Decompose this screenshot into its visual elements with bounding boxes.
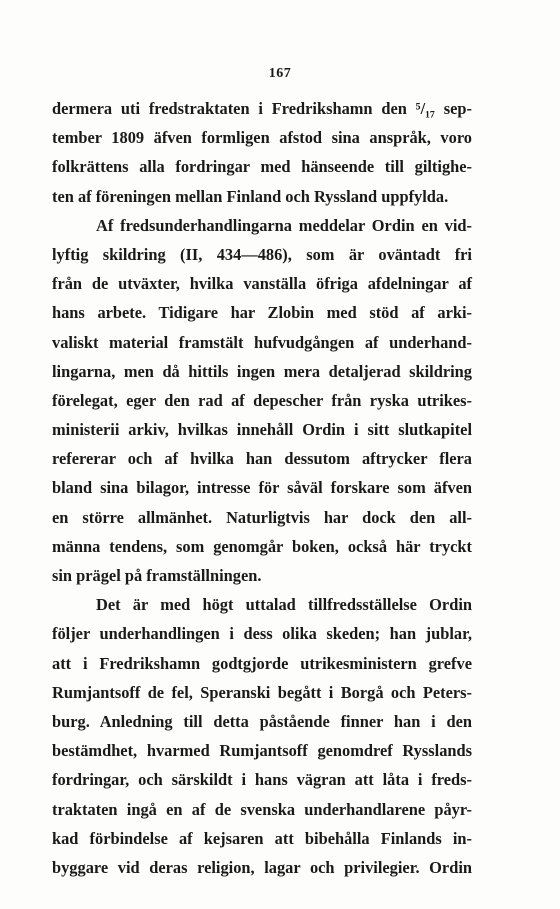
text-line: från de utväxter, hvilka vanställa öfriga afdelningar af bbox=[52, 274, 472, 294]
text-line: valiskt material framstält hufvudgången af underhand- bbox=[52, 332, 472, 352]
text-line: männa tendens, som genomgår boken, också här tryckt bbox=[52, 536, 472, 556]
text-line: lyftig skildring (II, 434—486), som är oväntadt fri bbox=[52, 244, 472, 264]
page-number: 167 bbox=[268, 66, 292, 81]
text-line: Det är med högt uttalad tillfredsställelse Ordin bbox=[96, 595, 472, 615]
text-line: byggare vid deras religion, lagar och privilegier. Ordin bbox=[52, 857, 472, 877]
text-line: ten af föreningen mellan Finland och Ryssland uppfylda. bbox=[52, 186, 449, 206]
text-line: sin prägel på framställningen. bbox=[52, 566, 262, 585]
text-line: dermera uti fredstraktaten i Fredrikshamn den ⁵/₁₇ sep- bbox=[52, 99, 472, 118]
text-line: lingarna, men då hittils ingen mera detaljerad skildring bbox=[52, 361, 472, 381]
text-line: en större allmänhet. Naturligtvis har dock den all- bbox=[52, 507, 472, 527]
body-text bbox=[52, 94, 472, 882]
text-line: traktaten ingå en af de svenska underhandlarene påyr- bbox=[52, 799, 472, 819]
text-line: hans arbete. Tidigare har Zlobin med stöd af arki- bbox=[52, 303, 472, 323]
text-line: folkrättens alla fordringar med hänseende till giltighe- bbox=[52, 157, 472, 177]
text-line: att i Fredrikshamn godtgjorde utrikesministern grefve bbox=[52, 653, 472, 673]
text-line: ministerii arkiv, hvilkas innehåll Ordin i sitt slutkapitel bbox=[52, 420, 472, 440]
text-line: bland sina bilagor, intresse för såväl forskare som äfven bbox=[52, 478, 472, 498]
text-line: kad förbindelse af kejsaren att bibehålla Finlands in- bbox=[52, 828, 472, 848]
text-line: fordringar, och särskildt i hans vägran att låta i freds- bbox=[52, 770, 472, 790]
text-line: Rumjantsoff de fel, Speranski begått i Borgå och Peters- bbox=[52, 682, 472, 702]
text-line: följer underhandlingen i dess olika skeden; han jublar, bbox=[52, 624, 472, 644]
text-line: bestämdhet, hvarmed Rumjantsoff genomdref Rysslands bbox=[52, 741, 472, 761]
text-line: tember 1809 äfven formligen afstod sina anspråk, voro bbox=[52, 128, 472, 148]
text-line: förelegat, eger den rad af depescher från ryska utrikes- bbox=[52, 390, 472, 410]
text-line: refererar och af hvilka han dessutom aftrycker flera bbox=[52, 449, 472, 469]
text-line: Af fredsunderhandlingarna meddelar Ordin en vid- bbox=[96, 215, 472, 235]
text-line: burg. Anledning till detta påstående finner han i den bbox=[52, 711, 472, 731]
